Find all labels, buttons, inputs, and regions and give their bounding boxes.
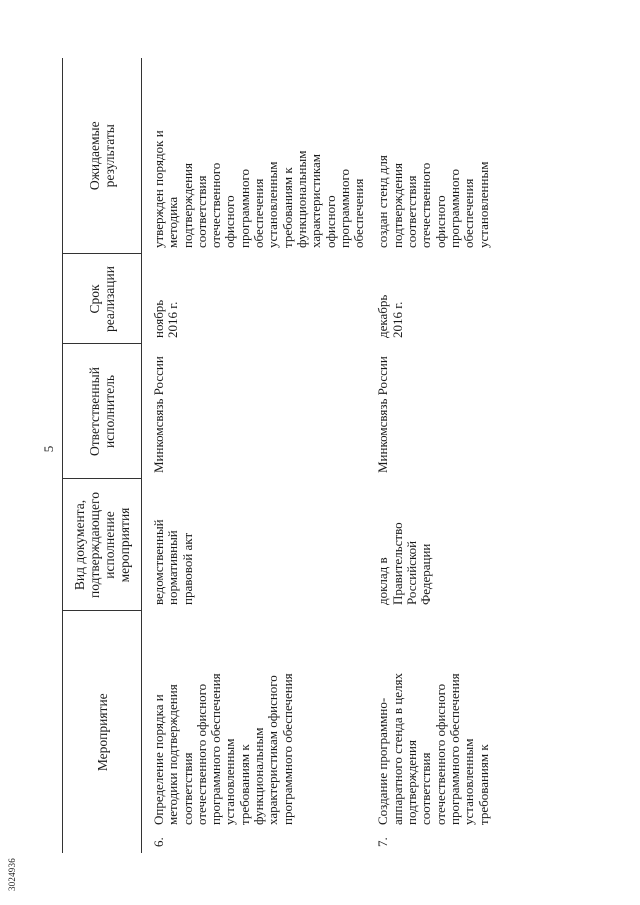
header-event: Мероприятие — [63, 611, 142, 853]
document-code: 3024936 — [7, 858, 17, 891]
event-text: Определение порядка и методики подтверждения соответствия отечественного офисного программного обеспечения установленным требованиям к функциональным характеристикам офисного программного обеспечения — [151, 673, 295, 825]
executor-cell: Минкомсвязь России — [375, 356, 391, 473]
doc-type-cell: доклад в Правительство Российской Федерации — [375, 522, 434, 605]
header-executor: Ответственный исполнитель — [63, 344, 142, 479]
executor-cell: Минкомсвязь России — [151, 356, 166, 473]
results-cell: утвержден порядок и методика подтверждения соответствия отечественного офисного программного обеспечения установленным требованиям к функциональным характеристикам офисного программного обеспечения — [151, 130, 367, 248]
row-number: 6. — [151, 837, 166, 847]
deadline-cell: ноябрь 2016 г. — [151, 299, 181, 338]
event-text: Создание программно- аппаратного стенда в целях подтверждения соответствия отечественного офисного программного обеспечения установленным требованиям к — [375, 672, 491, 825]
event-cell — [142, 611, 367, 853]
doc-type-cell: ведомственный нормативный правовой акт — [151, 519, 195, 605]
row-number: 7. — [375, 837, 391, 847]
table-row — [142, 58, 367, 853]
header-results: Ожидаемые результаты — [63, 58, 142, 254]
deadline-cell: декабрь 2016 г. — [375, 294, 405, 338]
table-row — [366, 58, 490, 853]
event-cell — [366, 611, 490, 853]
page-number: 5 — [41, 445, 56, 453]
header-doc-type: Вид документа, подтверждающего исполнение мероприятия — [63, 479, 142, 611]
table-header-row — [63, 58, 142, 853]
header-deadline: Срок реализации — [63, 254, 142, 344]
action-plan-table — [62, 58, 491, 853]
results-cell: создан стенд для подтверждения соответствия отечественного офисного программного обеспечения установленным — [375, 155, 491, 248]
